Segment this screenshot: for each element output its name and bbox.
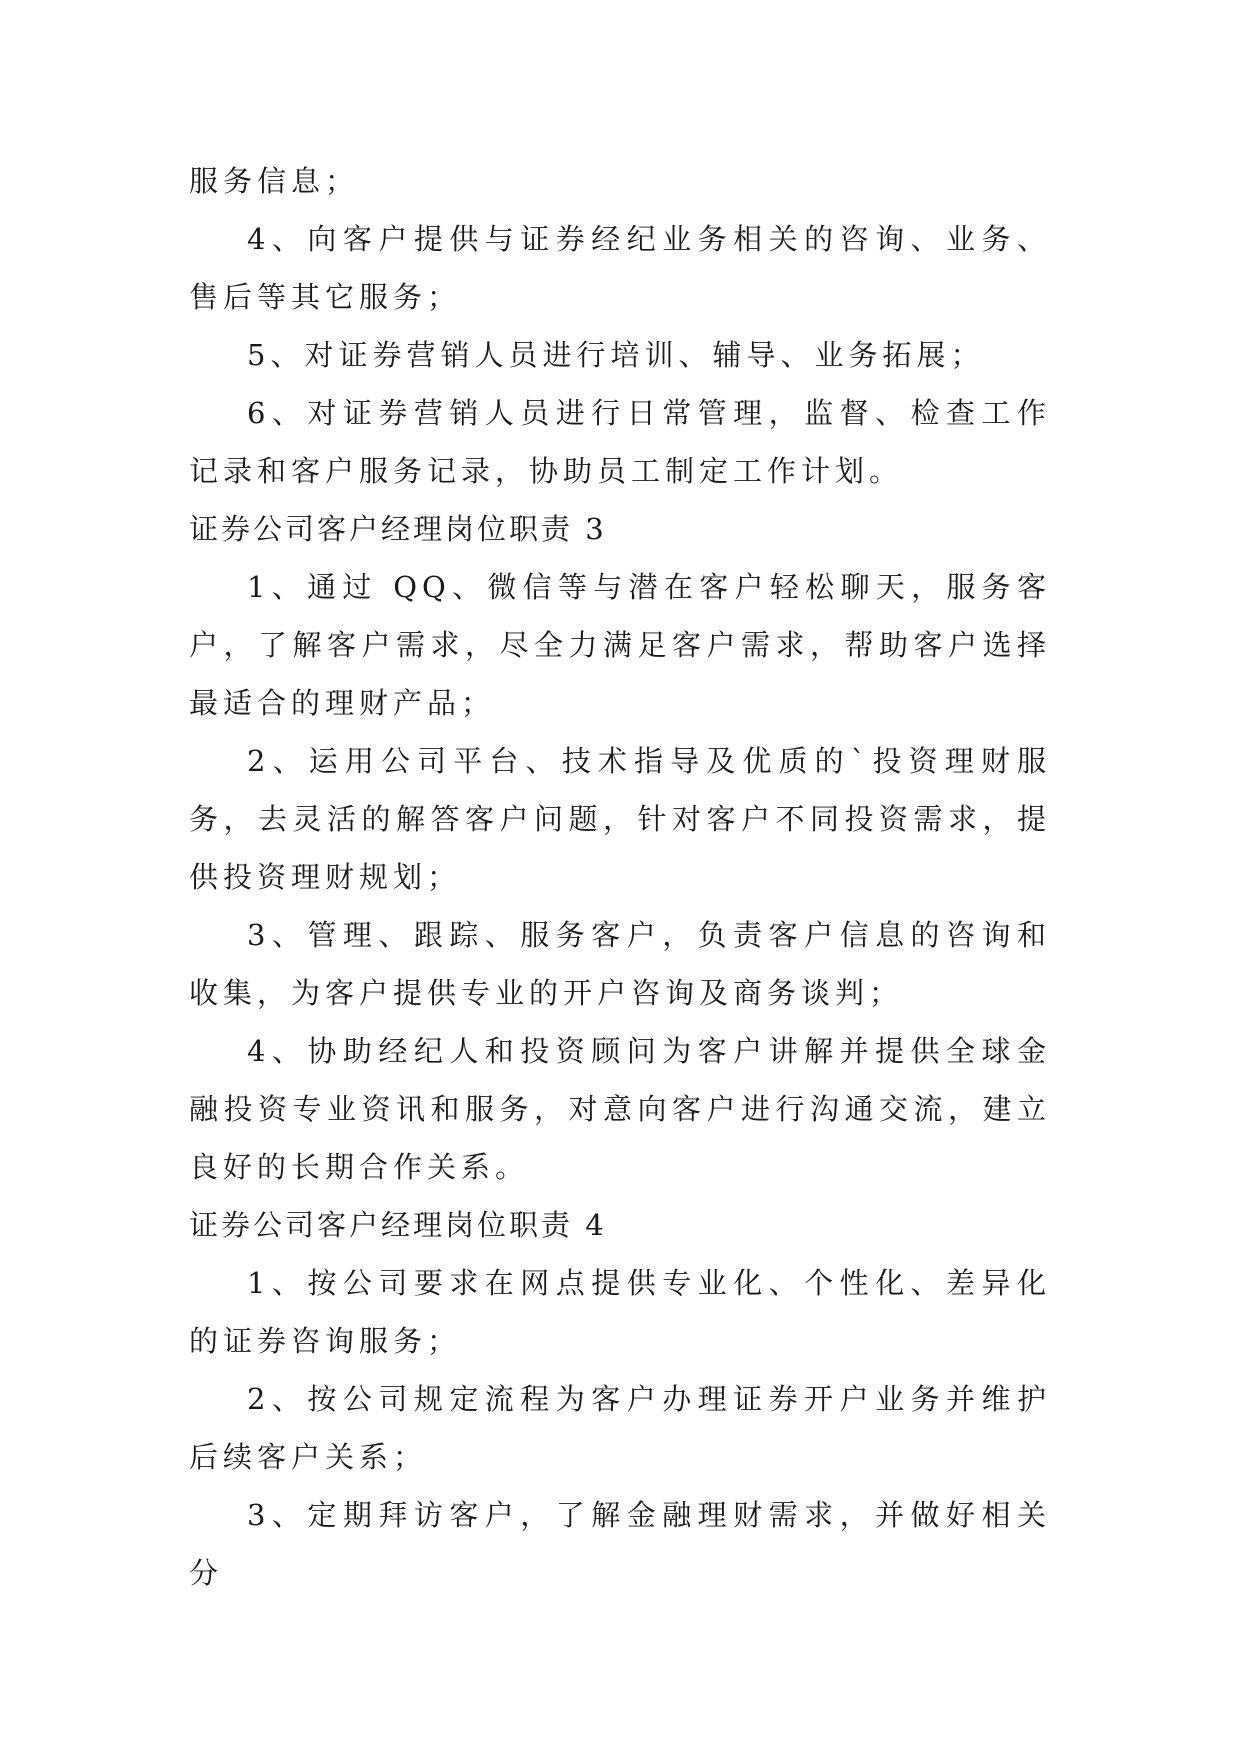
paragraph: 服务信息；: [189, 164, 360, 198]
section-heading: 证券公司客户经理岗位职责 3: [189, 512, 607, 546]
paragraph: 4、协助经纪人和投资顾问为客户讲解并提供全球金融投资专业资讯和服务，对意向客户进行沟通交流，建立良好的长期合作关系。: [189, 1034, 1051, 1184]
paragraph: 2、运用公司平台、技术指导及优质的`投资理财服务，去灵活的解答客户问题，针对客户不同投资需求，提供投资理财规划；: [189, 744, 1051, 894]
section-heading: 证券公司客户经理岗位职责 4: [189, 1208, 607, 1242]
paragraph: 4、向客户提供与证券经纪业务相关的咨询、业务、售后等其它服务；: [189, 222, 1051, 314]
paragraph: 1、通过 QQ、微信等与潜在客户轻松聊天，服务客户，了解客户需求，尽全力满足客户需求，帮助客户选择最适合的理财产品；: [189, 570, 1051, 720]
paragraph: 3、定期拜访客户，了解金融理财需求，并做好相关分: [189, 1498, 1051, 1590]
paragraph: 5、对证券营销人员进行培训、辅导、业务拓展；: [247, 338, 985, 372]
paragraph: 6、对证券营销人员进行日常管理，监督、检查工作记录和客户服务记录，协助员工制定工作计划。: [189, 396, 1051, 488]
paragraph: 3、管理、跟踪、服务客户，负责客户信息的咨询和收集，为客户提供专业的开户咨询及商务谈判；: [189, 918, 1051, 1010]
paragraph: 2、按公司规定流程为客户办理证券开户业务并维护后续客户关系；: [189, 1382, 1051, 1474]
paragraph: 1、按公司要求在网点提供专业化、个性化、差异化的证券咨询服务；: [189, 1266, 1051, 1358]
document-body: [189, 152, 1051, 1602]
